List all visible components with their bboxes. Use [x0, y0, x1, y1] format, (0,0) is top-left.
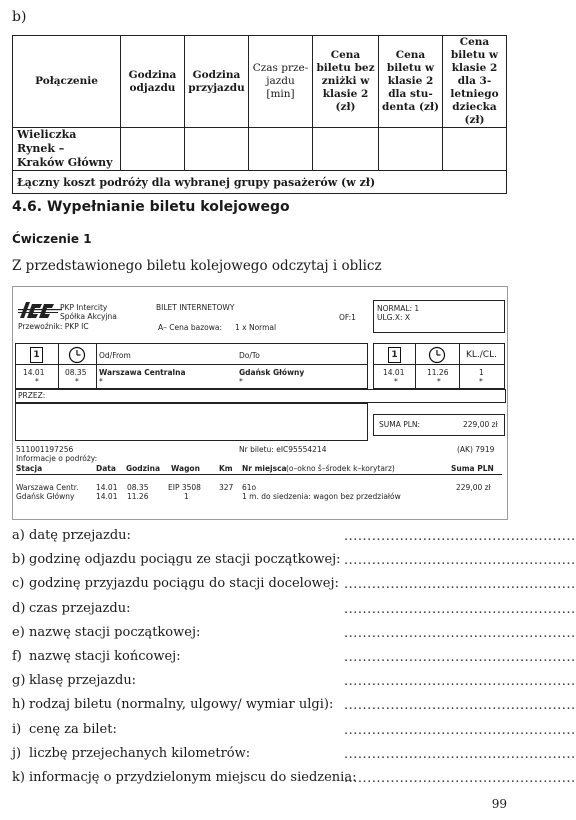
cell-arrival[interactable] [185, 128, 249, 171]
clock-icon [428, 346, 446, 364]
question-letter: d) [12, 600, 26, 616]
class-number-right: 1 [388, 347, 401, 363]
answer-line[interactable]: .................................................. [344, 771, 576, 786]
table-row-connection [13, 128, 121, 171]
header-price-normal: Cena biletu bez zniżki w klasie 2 (zł) [313, 36, 379, 128]
question-item [12, 625, 200, 640]
cell-price-child[interactable] [443, 128, 507, 171]
row2-station: Gdańsk Główny [16, 492, 75, 501]
price-base-value: 1 x Normal [235, 323, 277, 332]
question-item [12, 528, 131, 543]
question-letter: k) [12, 770, 25, 785]
row-label-line2: Kraków Główny [17, 156, 113, 169]
question-letter: j) [12, 745, 22, 761]
star: * [75, 377, 79, 386]
question-letter: g) [12, 673, 26, 689]
normal-count: NORMAL: 1 [377, 304, 420, 313]
question-item [12, 770, 356, 785]
answer-line[interactable]: .................................................. [344, 529, 576, 544]
pkp-intercity-logo [18, 300, 64, 320]
page-number: 99 [491, 797, 507, 811]
sum-label: SUMA PLN: [379, 420, 421, 429]
row1-time: 08.35 [127, 483, 149, 492]
question-item [12, 601, 130, 616]
question-item [12, 552, 341, 567]
col-station: Stacja [16, 464, 43, 473]
col-seat: Nr miejsca [242, 464, 287, 473]
row1-date: 14.01 [96, 483, 118, 492]
header-connection: Połączenie [13, 36, 121, 128]
star: * [35, 377, 39, 386]
answer-line[interactable]: .................................................. [344, 577, 576, 593]
to-label: Do/To [239, 351, 260, 360]
answer-line[interactable]: .................................................. [344, 746, 576, 762]
ak-code: (AK) 7919 [457, 445, 495, 454]
journey-info-label: Informacje o podróży: [16, 454, 98, 463]
star: * [394, 377, 398, 386]
header-departure: Godzina odjazdu [121, 36, 185, 128]
departure-date: 14.01 [23, 368, 45, 377]
answer-line[interactable]: .................................................. [344, 674, 576, 690]
answer-line[interactable]: .................................................. [344, 601, 576, 617]
col-wagon: Wagon [171, 464, 200, 473]
cell-price-student[interactable] [379, 128, 443, 171]
col-km: Km [219, 464, 233, 473]
star: * [437, 377, 441, 386]
question-text: nazwę stacji końcowej: [29, 649, 181, 664]
ticket-number: Nr biletu: eIC95554214 [239, 445, 327, 454]
row2-seat-info: 1 m. do siedzenia: wagon bez przedziałów [242, 492, 401, 501]
class-number-left: 1 [30, 347, 43, 363]
answer-line[interactable]: .................................................. [344, 625, 576, 641]
answer-line[interactable]: .................................................. [344, 650, 576, 665]
question-letter: a) [12, 528, 25, 543]
question-text: datę przejazdu: [29, 528, 131, 543]
arrival-date: 14.01 [383, 368, 405, 377]
sum-value: 229,00 zł [463, 420, 498, 429]
section-label: b) [12, 9, 27, 25]
question-text: rodzaj biletu (normalny, ulgowy/ wymiar ulgi): [29, 697, 334, 713]
row2-date: 14.01 [96, 492, 118, 501]
question-item [12, 649, 181, 664]
company-line2: Spółka Akcyjna [60, 312, 117, 321]
ticket-id: 511001197256 [16, 445, 74, 454]
question-text: cenę za bilet: [29, 721, 117, 737]
question-letter: f) [12, 649, 22, 664]
question-letter: i) [12, 721, 22, 737]
row1-wagon: EIP 3508 [168, 483, 201, 492]
carrier: Przewoźnik: PKP IC [18, 322, 89, 331]
question-letter: c) [12, 576, 25, 592]
question-item [12, 576, 339, 591]
question-item [12, 722, 117, 737]
col-time: Godzina [126, 464, 161, 473]
row1-seat: 61o [242, 483, 257, 492]
row-label-line1: Wieliczka Rynek – [17, 128, 77, 155]
via-label: PRZEZ: [18, 391, 46, 400]
header-arrival: Godzina przyjazdu [185, 36, 249, 128]
col-sum: Suma PLN [451, 464, 494, 473]
question-letter: h) [12, 697, 26, 713]
star: * [99, 377, 103, 386]
departure-time: 08.35 [65, 368, 87, 377]
header-price-child: Cena biletu w klasie 2 dla 3-letniego dziecka (zł) [443, 36, 507, 128]
col-date: Data [96, 464, 116, 473]
intro-text: Z przedstawionego biletu kolejowego odczytaj i oblicz [12, 258, 382, 274]
question-text: czas przejazdu: [29, 600, 131, 616]
question-text: liczbę przejechanych kilometrów: [29, 745, 251, 761]
total-cost-row: Łączny koszt podróży dla wybranej grupy pasażerów (w zł) [13, 171, 507, 194]
cell-travel-time[interactable] [249, 128, 313, 171]
clock-icon [68, 346, 86, 364]
question-letter: e) [12, 624, 25, 640]
info-box [15, 403, 368, 441]
class-label: KL./CL. [466, 350, 497, 360]
of-count: OF:1 [339, 313, 356, 322]
travel-class: 1 [479, 368, 484, 377]
section-title: 4.6. Wypełnianie biletu kolejowego [12, 199, 290, 215]
header-travel-time: Czas prze- jazdu [min] [249, 36, 313, 128]
row1-km: 327 [219, 483, 234, 492]
row1-sum: 229,00 zł [456, 483, 491, 492]
question-item [12, 673, 136, 688]
header-price-student: Cena biletu w klasie 2 dla stu- denta (zł) [379, 36, 443, 128]
from-station: Warszawa Centralna [99, 368, 186, 377]
price-base-label: A– Cena bazowa: [158, 323, 222, 332]
row1-station: Warszawa Centr. [16, 483, 79, 492]
company-line1: PKP Intercity [60, 303, 108, 312]
answer-line[interactable]: .................................................. [344, 722, 576, 738]
question-text: nazwę stacji początkowej: [29, 624, 201, 640]
from-label: Od/From [99, 351, 131, 360]
ulg-count: ULG.X: X [377, 313, 411, 322]
question-letter: b) [12, 552, 26, 568]
train-ticket [12, 286, 508, 520]
exercise-title: Ćwiczenie 1 [12, 232, 92, 246]
question-item [12, 746, 250, 761]
cell-departure[interactable] [121, 128, 185, 171]
question-text: godzinę odjazdu pociągu ze stacji początkowej: [29, 552, 341, 568]
arrival-time: 11.26 [427, 368, 449, 377]
question-text: godzinę przyjazdu pociągu do stacji docelowej: [29, 576, 339, 592]
question-text: klasę przejazdu: [29, 673, 137, 689]
row2-time: 11.26 [127, 492, 149, 501]
ticket-type: BILET INTERNETOWY [156, 303, 235, 312]
via-box [15, 389, 506, 403]
star: * [239, 377, 243, 386]
answer-line[interactable]: .................................................. [344, 698, 576, 714]
answer-line[interactable]: .................................................. [344, 553, 576, 569]
cell-price-normal[interactable] [313, 128, 379, 171]
question-text: informację o przydzielonym miejscu do siedzenia: [29, 770, 357, 785]
col-seat-legend: (o–okno š–środek k–korytarz) [286, 464, 395, 473]
row2-wagon: 1 [184, 492, 189, 501]
star: * [479, 377, 483, 386]
question-item [12, 697, 333, 712]
to-station: Gdańsk Główny [239, 368, 305, 377]
cost-table [12, 35, 507, 194]
